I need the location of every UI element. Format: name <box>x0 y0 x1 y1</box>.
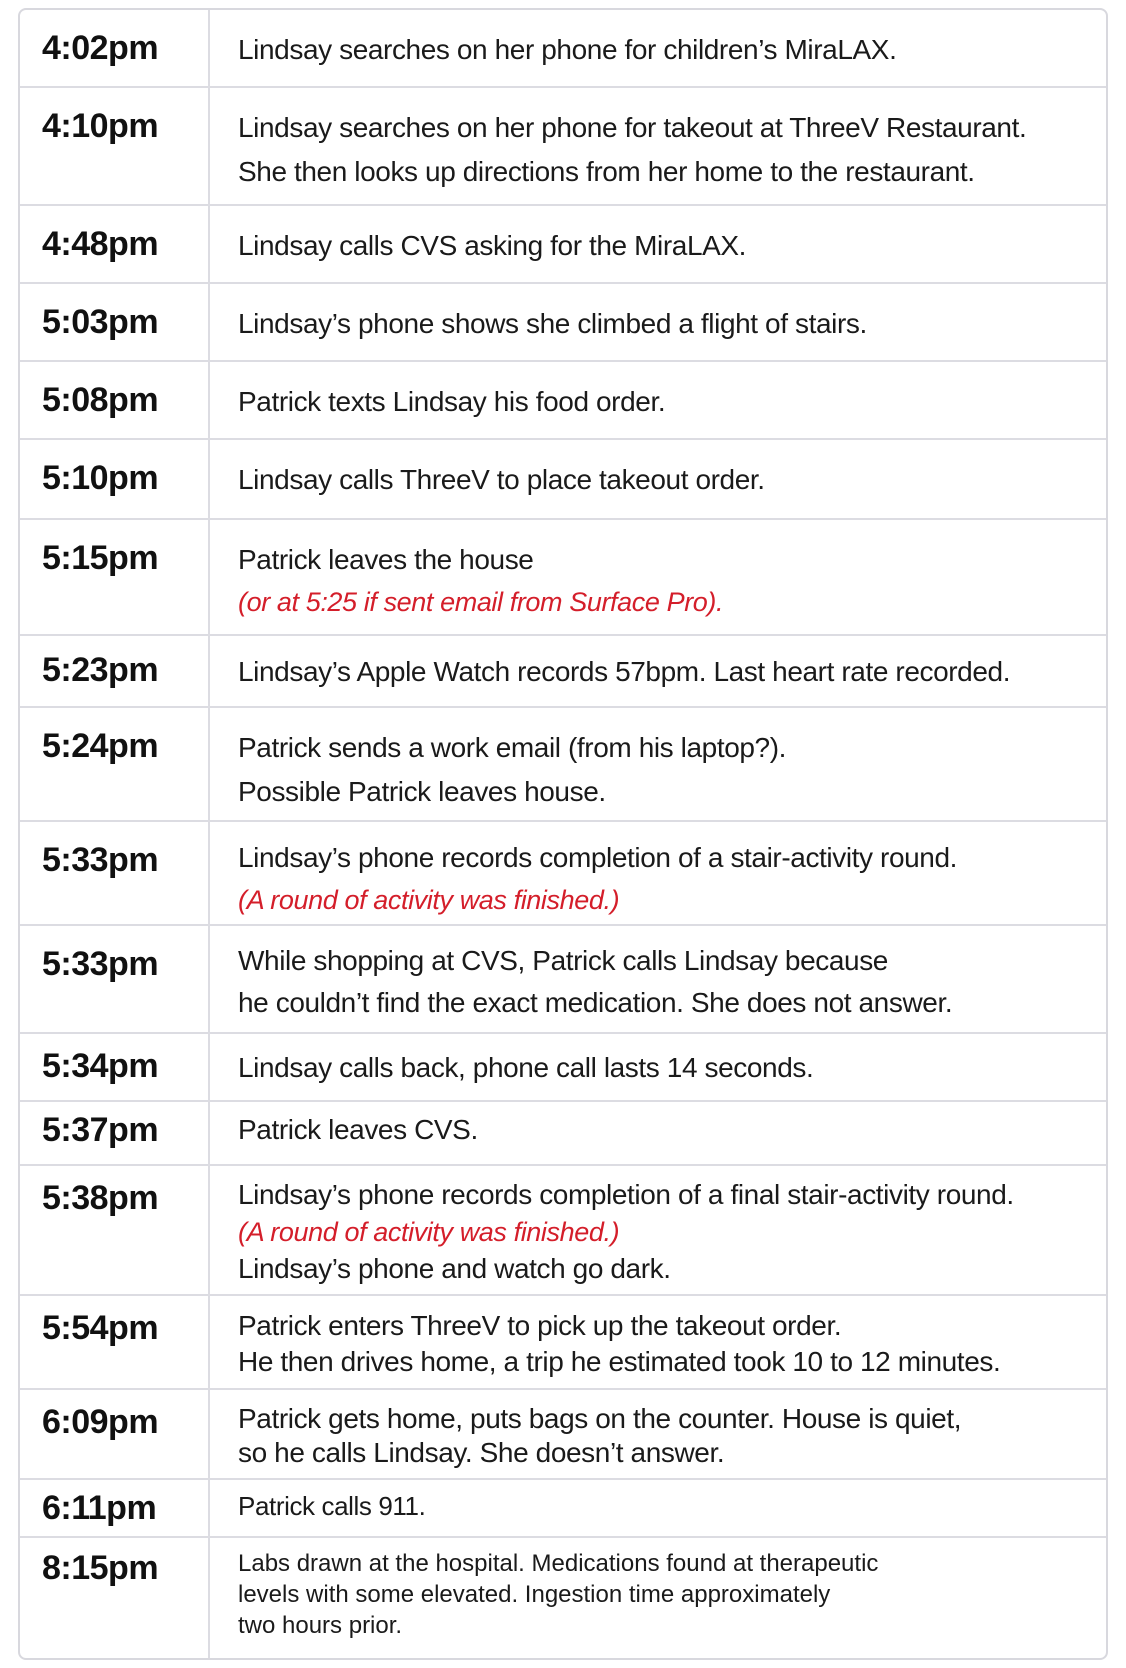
row-description <box>210 440 1106 518</box>
row-description <box>210 206 1106 282</box>
timeline-row <box>20 10 1106 86</box>
timeline-row <box>20 634 1106 706</box>
row-description <box>210 1538 1106 1658</box>
timeline-row <box>20 1294 1106 1388</box>
row-description <box>210 520 1106 634</box>
row-time: 5:15pm <box>20 520 210 634</box>
row-description <box>210 284 1106 360</box>
row-time: 5:24pm <box>20 708 210 820</box>
timeline-row <box>20 360 1106 438</box>
description-line: Patrick leaves CVS. <box>238 1114 478 1145</box>
timeline-row <box>20 438 1106 518</box>
description-line: so he calls Lindsay. She doesn’t answer. <box>238 1437 725 1468</box>
row-time: 6:09pm <box>20 1390 210 1478</box>
row-time: 5:34pm <box>20 1034 210 1100</box>
timeline-row <box>20 86 1106 204</box>
row-time: 6:11pm <box>20 1480 210 1536</box>
description-line: Lindsay calls CVS asking for the MiraLAX. <box>238 230 747 261</box>
row-description <box>210 1296 1106 1388</box>
description-line: Lindsay’s phone shows she climbed a flight of stairs. <box>238 308 867 339</box>
description-line: Lindsay calls ThreeV to place takeout order. <box>238 464 765 495</box>
description-line: Lindsay searches on her phone for children’s MiraLAX. <box>238 34 897 65</box>
timeline-row <box>20 282 1106 360</box>
timeline-table <box>18 8 1108 1660</box>
description-note: (or at 5:25 if sent email from Surface Pro). <box>238 587 724 617</box>
description-line: Patrick sends a work email (from his laptop?). <box>238 732 787 763</box>
row-time: 8:15pm <box>20 1538 210 1658</box>
row-time: 5:54pm <box>20 1296 210 1388</box>
description-line: Lindsay’s phone records completion of a stair-activity round. <box>238 842 958 873</box>
description-line: two hours prior. <box>238 1612 403 1639</box>
description-note: (A round of activity was finished.) <box>238 1217 620 1247</box>
description-line: Lindsay’s phone and watch go dark. <box>238 1253 671 1284</box>
timeline-row <box>20 518 1106 634</box>
row-description <box>210 88 1106 204</box>
description-line: he couldn’t find the exact medication. She does not answer. <box>238 987 953 1018</box>
row-description <box>210 926 1106 1032</box>
timeline-row <box>20 1100 1106 1164</box>
row-time: 5:23pm <box>20 636 210 706</box>
description-line: Patrick leaves the house <box>238 544 534 575</box>
description-line: Patrick calls 911. <box>238 1491 426 1521</box>
description-line: Patrick enters ThreeV to pick up the takeout order. <box>238 1310 842 1341</box>
description-line: Lindsay’s Apple Watch records 57bpm. Last heart rate recorded. <box>238 656 1011 687</box>
description-line: Patrick texts Lindsay his food order. <box>238 386 666 417</box>
description-line: Lindsay’s phone records completion of a final stair-activity round. <box>238 1179 1014 1210</box>
row-time: 5:10pm <box>20 440 210 518</box>
row-time: 4:10pm <box>20 88 210 204</box>
row-description <box>210 636 1106 706</box>
row-description <box>210 1034 1106 1100</box>
row-description <box>210 1166 1106 1294</box>
row-time: 4:48pm <box>20 206 210 282</box>
row-time: 5:37pm <box>20 1102 210 1164</box>
timeline-row <box>20 706 1106 820</box>
description-line: She then looks up directions from her home to the restaurant. <box>238 156 975 187</box>
timeline-row <box>20 1478 1106 1536</box>
timeline-row <box>20 1388 1106 1478</box>
row-time: 4:02pm <box>20 10 210 86</box>
description-line: Patrick gets home, puts bags on the counter. House is quiet, <box>238 1403 962 1434</box>
description-note: (A round of activity was finished.) <box>238 885 620 915</box>
description-line: Lindsay searches on her phone for takeout at ThreeV Restaurant. <box>238 112 1027 143</box>
timeline-row <box>20 1032 1106 1100</box>
timeline-row <box>20 820 1106 924</box>
row-time: 5:08pm <box>20 362 210 438</box>
row-description <box>210 708 1106 820</box>
row-time: 5:38pm <box>20 1166 210 1294</box>
timeline-row <box>20 924 1106 1032</box>
description-line: Lindsay calls back, phone call lasts 14 seconds. <box>238 1052 814 1083</box>
timeline-row <box>20 1164 1106 1294</box>
description-line: Labs drawn at the hospital. Medications found at therapeutic <box>238 1550 879 1577</box>
description-line: levels with some elevated. Ingestion time approximately <box>238 1581 831 1608</box>
description-line: He then drives home, a trip he estimated took 10 to 12 minutes. <box>238 1346 1001 1377</box>
timeline-row <box>20 204 1106 282</box>
timeline-row <box>20 1536 1106 1658</box>
row-time: 5:03pm <box>20 284 210 360</box>
row-description <box>210 10 1106 86</box>
description-line: While shopping at CVS, Patrick calls Lindsay because <box>238 945 888 976</box>
row-description <box>210 822 1106 924</box>
row-time: 5:33pm <box>20 926 210 1032</box>
row-time: 5:33pm <box>20 822 210 924</box>
row-description <box>210 1390 1106 1478</box>
row-description <box>210 1480 1106 1536</box>
row-description <box>210 362 1106 438</box>
row-description <box>210 1102 1106 1164</box>
description-line: Possible Patrick leaves house. <box>238 776 606 807</box>
